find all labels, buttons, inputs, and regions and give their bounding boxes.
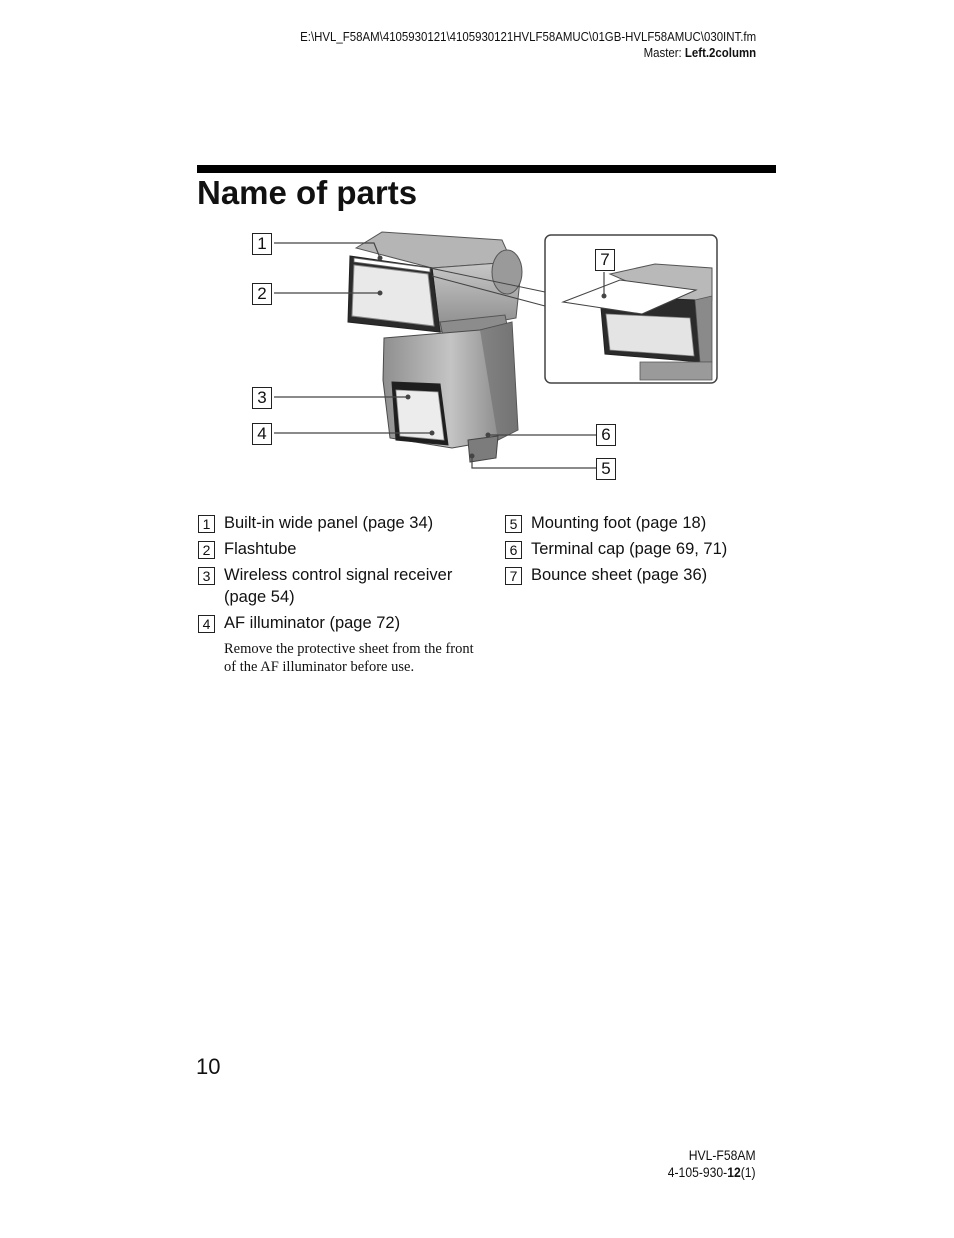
item-text: Bounce sheet (page 36) [531, 566, 708, 584]
list-item [505, 512, 765, 534]
list-item [505, 538, 765, 560]
flashtube-panel [352, 265, 434, 326]
parts-list-right [505, 512, 765, 590]
footer-model: HVL-F58AM [689, 1148, 756, 1163]
list-item [198, 612, 488, 634]
list-item [198, 538, 488, 560]
list-item [198, 564, 488, 608]
item-text: Built-in wide panel (page 34) [224, 514, 434, 532]
item-number: 7 [505, 567, 522, 585]
master-label: Master: [643, 45, 685, 60]
figure-label-3: 3 [252, 387, 272, 409]
footer-code-suffix: (1) [741, 1165, 756, 1180]
footer-code-bold: 12 [727, 1165, 742, 1180]
figure-label-5: 5 [596, 458, 616, 480]
tilt-knob [492, 250, 522, 294]
item-text: Wireless control signal receiver (page 54) [224, 566, 453, 606]
item-number: 4 [198, 615, 215, 633]
figure-label-7: 7 [595, 249, 615, 271]
af-illuminator-note: Remove the protective sheet from the front of the AF illuminator before use. [224, 641, 474, 675]
figure-label-6: 6 [596, 424, 616, 446]
item-text: AF illuminator (page 72) [224, 614, 401, 632]
item-text: Flashtube [224, 540, 297, 558]
list-item [505, 564, 765, 586]
flash-illustration [0, 0, 954, 500]
footer-code [668, 1164, 756, 1181]
item-number: 6 [505, 541, 522, 559]
item-number: 2 [198, 541, 215, 559]
master-value: Left.2column [684, 45, 756, 60]
page-title: Name of parts [197, 174, 418, 211]
item-number: 5 [505, 515, 522, 533]
item-number: 1 [198, 515, 215, 533]
figure-label-2: 2 [252, 283, 272, 305]
item-number: 3 [198, 567, 215, 585]
parts-list-left [198, 512, 488, 676]
page-number: 10 [196, 1054, 221, 1079]
footer-code-prefix: 4-105-930- [668, 1165, 728, 1180]
item-text: Mounting foot (page 18) [531, 514, 707, 532]
inset-flash-panel [606, 314, 694, 356]
list-item [198, 512, 488, 534]
item-text: Terminal cap (page 69, 71) [531, 540, 728, 558]
inset-neck [640, 362, 712, 380]
file-path: E:\HVL_F58AM\4105930121\4105930121HVLF58AMUC\01GB-HVLF58AMUC\030INT.fm [300, 29, 756, 44]
figure-label-1: 1 [252, 233, 272, 255]
flash-unit-diagram [0, 0, 954, 500]
figure-label-4: 4 [252, 423, 272, 445]
footer [668, 1147, 756, 1181]
